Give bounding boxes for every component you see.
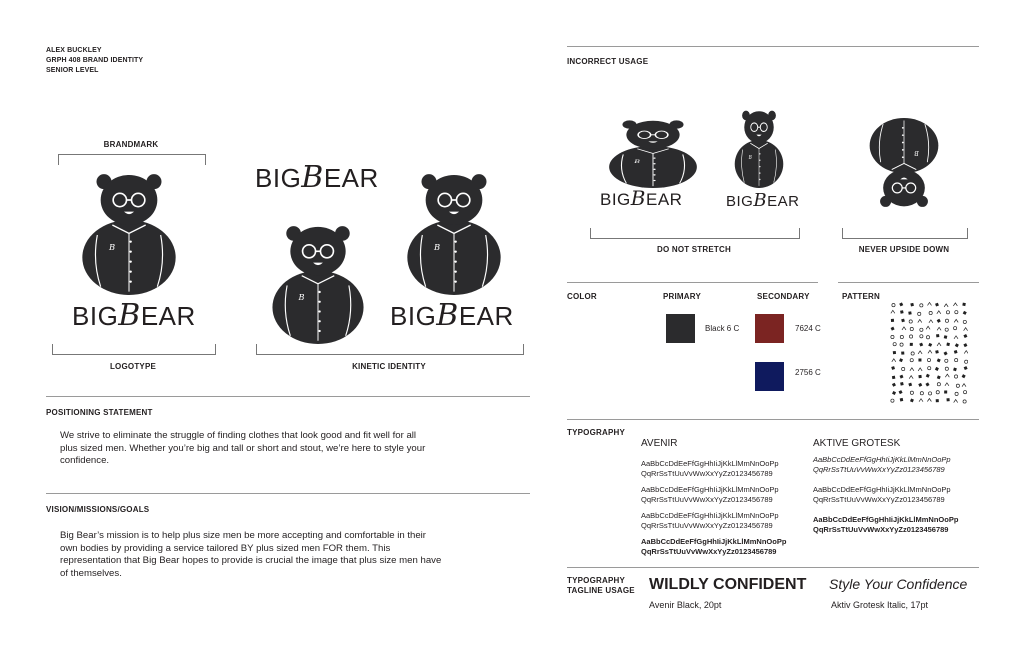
pattern-mark <box>937 319 941 323</box>
pattern-mark <box>910 327 913 330</box>
logotype-label: LOGOTYPE <box>109 362 157 371</box>
pattern-mark <box>954 327 957 330</box>
pattern-mark <box>929 311 932 314</box>
pattern-swatch <box>888 300 968 404</box>
pattern-mark <box>935 303 939 307</box>
pattern-mark <box>964 366 968 370</box>
typography-title: TYPOGRAPHY <box>567 428 626 437</box>
pattern-mark <box>946 311 949 314</box>
pattern-mark <box>937 375 941 379</box>
pattern-mark <box>963 311 967 315</box>
pattern-mark <box>962 374 966 378</box>
pattern-mark <box>910 359 913 362</box>
pattern-mark <box>954 319 958 322</box>
color-title: COLOR <box>567 292 597 301</box>
wordmark-big: BIG <box>72 301 119 331</box>
vision-title: VISION/MISSIONS/GOALS <box>46 505 150 514</box>
tagline-usage-title <box>567 576 635 596</box>
pattern-mark <box>945 328 948 331</box>
pattern-mark <box>919 343 923 347</box>
pattern-mark <box>908 383 912 387</box>
pattern-mark <box>893 343 896 346</box>
pattern-mark <box>920 392 923 395</box>
sample-line: AaBbCcDdEeFfGgHhIiJjKkLlMmNnOoPp <box>813 455 951 464</box>
pattern-mark <box>936 391 939 394</box>
pattern-mark <box>944 335 948 339</box>
pattern-mark <box>910 398 914 402</box>
sample-line: AaBbCcDdEeFfGgHhIiJjKkLlMmNnOoPp <box>641 537 787 546</box>
secondary-swatch-blue <box>755 362 784 391</box>
divider <box>46 493 530 494</box>
pattern-mark <box>901 319 905 323</box>
pattern-mark <box>910 343 913 346</box>
pattern-mark <box>910 368 914 371</box>
pattern-mark <box>945 374 949 377</box>
pattern-mark <box>955 311 958 314</box>
pattern-mark <box>901 351 904 354</box>
divider <box>567 282 818 283</box>
wordmark-b: B <box>753 190 768 211</box>
divider <box>567 46 979 47</box>
brandmark-label: BRANDMARK <box>103 140 159 149</box>
wordmark-b: B <box>118 298 141 333</box>
pattern-mark <box>909 320 912 323</box>
kinetic-wordmark-top <box>255 160 379 195</box>
pattern-mark <box>945 367 948 370</box>
wordmark-ear: EAR <box>323 163 379 193</box>
sample-line: AaBbCcDdEeFfGgHhIiJjKkLlMmNnOoPp <box>641 459 779 468</box>
pattern-mark <box>964 351 968 354</box>
logotype-wordmark <box>72 298 196 333</box>
pattern-mark <box>927 358 930 361</box>
pattern-mark <box>926 336 929 339</box>
pattern-mark <box>900 382 904 386</box>
upside-bracket <box>842 228 968 239</box>
pattern-mark <box>954 375 957 378</box>
sample-line: AaBbCcDdEeFfGgHhIiJjKkLlMmNnOoPp <box>641 511 779 520</box>
pattern-mark <box>910 391 913 394</box>
pattern-mark <box>928 392 931 395</box>
wordmark-b: B <box>436 298 459 333</box>
pattern-mark <box>900 398 904 402</box>
wordmark-ear: EAR <box>646 190 683 209</box>
pattern-mark <box>926 374 930 378</box>
pattern-mark <box>937 343 941 346</box>
incorrect-usage-title: INCORRECT USAGE <box>567 57 649 66</box>
course-name: GRPH 408 BRAND IDENTITY <box>46 57 144 64</box>
pattern-mark <box>954 350 958 354</box>
pattern-mark <box>945 383 949 386</box>
pattern-mark <box>927 399 931 402</box>
pattern-mark <box>945 319 948 322</box>
kinetic-label: KINETIC IDENTITY <box>352 362 426 371</box>
pattern-mark <box>962 303 965 306</box>
wordmark-b: B <box>630 186 646 210</box>
pattern-mark <box>925 382 929 386</box>
pattern-mark <box>963 320 966 323</box>
pattern-mark <box>892 376 895 379</box>
wordmark-ear: EAR <box>140 301 196 331</box>
pattern-mark <box>918 351 922 354</box>
sample-line: QqRrSsTtUuVvWwXxYyZz0123456789 <box>641 521 773 530</box>
pattern-mark <box>955 392 958 395</box>
pattern-mark <box>892 359 896 362</box>
pattern-mark <box>891 399 894 402</box>
pattern-mark <box>909 376 913 379</box>
primary-color-name: Black 6 C <box>705 324 740 333</box>
secondary-red-name: 7624 C <box>795 324 821 333</box>
avenir-sample-black <box>641 537 786 557</box>
pattern-mark <box>937 383 940 386</box>
sample-line: QqRrSsTtUuVvWwXxYyZz0123456789 <box>641 469 773 478</box>
sample-line: QqRrSsTtUuVvWwXxYyZz0123456789 <box>641 547 777 556</box>
pattern-mark <box>953 367 957 371</box>
pattern-mark <box>919 399 923 402</box>
pattern-mark <box>946 398 949 401</box>
pattern-mark <box>918 312 921 315</box>
pattern-mark <box>954 336 958 339</box>
pattern-mark <box>937 358 941 362</box>
tagline-wildly-confident: WILDLY CONFIDENT <box>649 576 807 593</box>
pattern-mark <box>900 343 903 346</box>
logotype-bracket <box>52 344 216 355</box>
never-upside-down-label: NEVER UPSIDE DOWN <box>858 245 950 254</box>
stretched-tall-wordmark <box>726 190 799 211</box>
pattern-mark <box>953 303 957 306</box>
pattern-mark <box>893 351 896 354</box>
vision-body: Big Bear’s mission is to help plus size men be more accepting and comfortable in their own bodies by providing a service tailored BY plus sized men FOR them. This representation that Big Bear hopes to provide is crucial the image that plus size men have of themselves. <box>60 530 442 579</box>
pattern-mark <box>920 328 923 331</box>
pattern-mark <box>962 384 966 387</box>
pattern-mark <box>944 351 948 355</box>
avenir-font-name: AVENIR <box>641 438 678 449</box>
pattern-mark <box>900 335 903 338</box>
pattern-mark <box>936 399 939 402</box>
kinetic-bracket <box>256 344 524 355</box>
kinetic-bear-2 <box>403 170 505 295</box>
sample-line: AaBbCcDdEeFfGgHhIiJjKkLlMmNnOoPp <box>813 515 959 524</box>
brandmark-bracket <box>58 154 206 165</box>
positioning-body: We strive to eliminate the struggle of finding clothes that look good and fit well for all plus sized men. Whether you’re big and tall or short and stout, we’re here to style your confidence. <box>60 430 426 467</box>
sample-line: QqRrSsTtUuVvWwXxYyZz0123456789 <box>813 525 949 534</box>
pattern-mark <box>892 304 895 307</box>
pattern-mark <box>937 327 941 330</box>
author-name: ALEX BUCKLEY <box>46 47 102 54</box>
tagline-title-line1: TYPOGRAPHY <box>567 576 626 585</box>
pattern-mark <box>892 391 896 395</box>
pattern-mark <box>928 350 932 353</box>
do-not-stretch-label: DO NOT STRETCH <box>657 245 731 254</box>
pattern-mark <box>900 310 904 314</box>
pattern-mark <box>891 319 894 322</box>
pattern-mark <box>935 350 939 354</box>
pattern-mark <box>911 352 914 355</box>
wordmark-b: B <box>301 160 324 195</box>
stretched-wide-wordmark <box>600 186 682 210</box>
pattern-mark <box>891 366 895 370</box>
pattern-mark <box>937 311 941 314</box>
sample-line: QqRrSsTtUuVvWwXxYyZz0123456789 <box>813 465 945 474</box>
pattern-mark <box>964 328 968 331</box>
wordmark-big: BIG <box>255 163 302 193</box>
pattern-mark <box>918 359 921 362</box>
kinetic-bear-1 <box>268 222 368 344</box>
pattern-title: PATTERN <box>842 292 880 301</box>
sample-line: QqRrSsTtUuVvWwXxYyZz0123456789 <box>813 495 945 504</box>
stretched-tall-bear <box>733 108 785 188</box>
secondary-swatch-red <box>755 314 784 343</box>
pattern-mark <box>946 343 950 347</box>
avenir-sample-medium <box>641 511 779 531</box>
avenir-sample-book <box>641 485 779 505</box>
pattern-mark <box>929 320 933 323</box>
positioning-title: POSITIONING STATEMENT <box>46 408 153 417</box>
pattern-mark <box>918 368 922 371</box>
pattern-mark <box>902 367 905 370</box>
divider <box>46 396 530 397</box>
primary-title: PRIMARY <box>663 292 701 301</box>
primary-swatch <box>666 314 695 343</box>
divider <box>567 419 979 420</box>
pattern-mark <box>944 390 947 393</box>
pattern-mark <box>944 304 948 307</box>
tagline-1-spec: Avenir Black, 20pt <box>649 600 722 610</box>
pattern-mark <box>963 334 967 338</box>
pattern-mark <box>927 302 931 305</box>
pattern-mark <box>928 367 931 370</box>
pattern-mark <box>899 302 903 306</box>
pattern-mark <box>963 400 966 403</box>
tagline-title-line2: TAGLINE USAGE <box>567 586 635 595</box>
pattern-mark <box>954 400 958 403</box>
sample-line: QqRrSsTtUuVvWwXxYyZz0123456789 <box>641 495 773 504</box>
pattern-mark <box>945 359 948 362</box>
brandmark-bear <box>78 170 180 295</box>
pattern-mark <box>935 367 939 371</box>
pattern-mark <box>955 358 958 361</box>
stretch-bracket <box>590 228 800 239</box>
pattern-mark <box>918 375 921 378</box>
wordmark-ear: EAR <box>458 301 514 331</box>
stretched-wide-bear <box>606 118 700 188</box>
sample-line: AaBbCcDdEeFfGgHhIiJjKkLlMmNnOoPp <box>813 485 951 494</box>
pattern-mark <box>910 303 914 307</box>
pattern-mark <box>963 343 967 347</box>
wordmark-ear: EAR <box>767 193 800 210</box>
pattern-mark <box>963 391 966 394</box>
pattern-mark <box>900 375 904 379</box>
level-label: SENIOR LEVEL <box>46 67 99 74</box>
divider <box>567 567 979 568</box>
tagline-2-spec: Aktiv Grotesk Italic, 17pt <box>831 600 929 610</box>
pattern-mark <box>909 335 912 338</box>
wordmark-big: BIG <box>390 301 437 331</box>
aktiv-sample-italic <box>813 455 951 475</box>
pattern-mark <box>918 383 922 387</box>
pattern-mark <box>955 343 959 347</box>
pattern-mark <box>908 311 911 314</box>
pattern-mark <box>920 335 923 338</box>
aktiv-sample-regular <box>813 485 951 505</box>
tagline-style-your-confidence: Style Your Confidence <box>829 576 968 592</box>
wordmark-big: BIG <box>600 190 631 209</box>
secondary-title: SECONDARY <box>757 292 810 301</box>
pattern-mark <box>918 320 922 323</box>
pattern-mark <box>891 310 895 313</box>
pattern-mark <box>891 327 895 331</box>
divider <box>838 282 979 283</box>
pattern-mark <box>899 390 903 394</box>
aktiv-font-name: AKTIVE GROTESK <box>813 438 901 449</box>
pattern-mark <box>965 360 968 363</box>
aktiv-sample-bold <box>813 515 958 535</box>
wordmark-big: BIG <box>726 193 754 210</box>
pattern-mark <box>891 335 894 338</box>
pattern-mark <box>936 334 939 337</box>
header-block <box>46 46 143 76</box>
upside-down-bear <box>866 118 942 210</box>
pattern-mark <box>892 383 896 387</box>
avenir-sample-light <box>641 459 779 479</box>
secondary-blue-name: 2756 C <box>795 368 821 377</box>
kinetic-wordmark-bottom <box>390 298 514 333</box>
pattern-mark <box>899 358 903 362</box>
pattern-mark <box>928 343 932 347</box>
pattern-mark <box>920 304 923 307</box>
sample-line: AaBbCcDdEeFfGgHhIiJjKkLlMmNnOoPp <box>641 485 779 494</box>
pattern-mark <box>902 327 906 330</box>
pattern-mark <box>956 384 959 387</box>
pattern-mark <box>926 326 930 329</box>
